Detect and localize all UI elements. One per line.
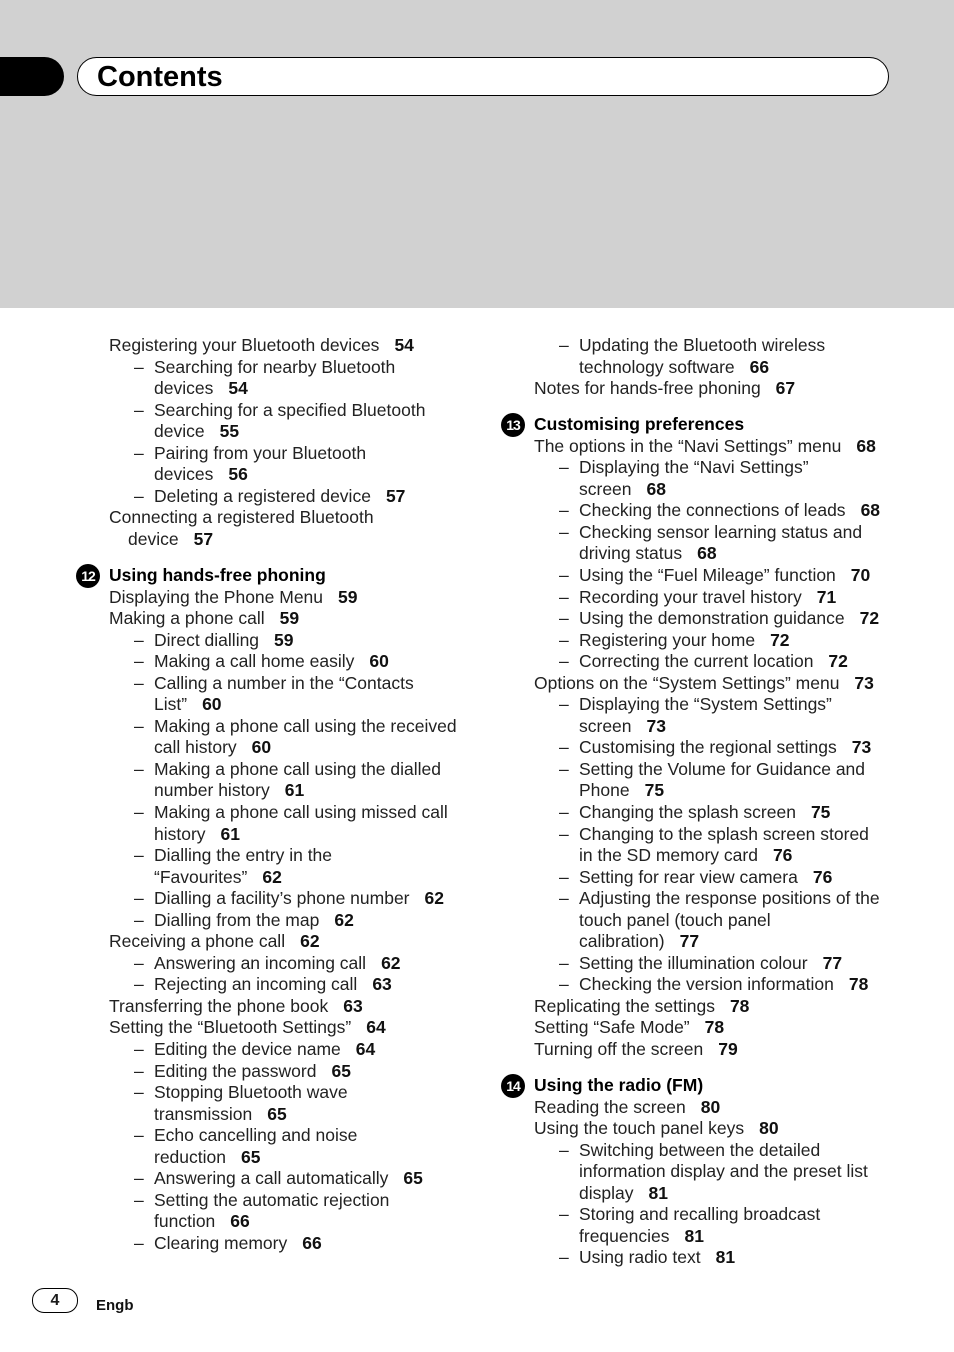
toc-subentry[interactable] <box>76 357 456 379</box>
toc-entry-continuation[interactable] <box>76 421 456 443</box>
toc-entry[interactable] <box>76 608 456 630</box>
toc-subentry[interactable] <box>501 1140 881 1162</box>
toc-entry[interactable] <box>501 1097 881 1119</box>
dash-bullet-icon: – <box>134 801 144 822</box>
entry-text: Correcting the current location <box>579 651 814 672</box>
page-ref: 57 <box>385 485 406 506</box>
toc-entry[interactable] <box>76 931 456 953</box>
page-ref: 80 <box>700 1096 721 1117</box>
entry-text: devices <box>154 378 214 399</box>
entry-text: Checking sensor learning status and <box>579 521 863 542</box>
toc-entry-continuation[interactable] <box>501 910 881 932</box>
entry-text: Searching for nearby Bluetooth <box>154 356 396 377</box>
toc-entry-continuation[interactable] <box>76 529 456 551</box>
page-ref: 61 <box>284 780 305 801</box>
page-ref: 68 <box>697 543 717 564</box>
entry-text: driving status <box>579 543 683 564</box>
dash-bullet-icon: – <box>559 952 569 973</box>
toc-subentry[interactable] <box>76 1082 456 1104</box>
toc-subentry[interactable] <box>76 716 456 738</box>
entry-text: Echo cancelling and noise <box>154 1125 358 1146</box>
entry-text: Storing and recalling broadcast <box>579 1204 821 1225</box>
entry-text: Connecting a registered Bluetooth <box>109 507 374 528</box>
page-ref: 62 <box>381 952 401 973</box>
entry-text: Adjusting the response positions of the <box>579 888 880 909</box>
toc-entry-continuation[interactable] <box>501 1161 881 1183</box>
page-ref: 60 <box>369 651 389 672</box>
page-ref: 68 <box>860 500 881 521</box>
dash-bullet-icon: – <box>559 758 569 779</box>
entry-text: Editing the device name <box>154 1039 341 1059</box>
page-ref: 75 <box>810 801 831 822</box>
toc-subentry[interactable] <box>501 630 881 652</box>
toc-entry-continuation[interactable] <box>76 867 456 889</box>
entry-text: history <box>154 823 206 844</box>
toc-section-heading[interactable] <box>501 1075 881 1097</box>
toc-entry-continuation[interactable] <box>501 357 881 379</box>
toc-entry-continuation[interactable] <box>76 694 456 716</box>
toc-entry-continuation[interactable] <box>501 716 881 738</box>
page-ref: 76 <box>812 866 833 887</box>
dash-bullet-icon: – <box>559 1204 569 1225</box>
toc-subentry[interactable] <box>501 953 881 975</box>
dash-bullet-icon: – <box>134 651 144 672</box>
entry-text: Recording your travel history <box>579 586 802 607</box>
toc-entry[interactable] <box>501 996 881 1018</box>
entry-text: Switching between the detailed <box>579 1139 821 1160</box>
entry-text: reduction <box>154 1146 226 1167</box>
page-ref: 76 <box>772 845 793 866</box>
toc-subentry[interactable] <box>501 867 881 889</box>
toc-subentry[interactable] <box>76 1039 456 1061</box>
toc-subentry[interactable] <box>501 587 881 609</box>
section-title: Using the radio (FM) <box>534 1075 704 1096</box>
dash-bullet-icon: – <box>134 1232 144 1253</box>
toc-entry[interactable] <box>76 507 456 529</box>
dash-bullet-icon: – <box>559 629 569 650</box>
toc-subentry[interactable] <box>501 888 881 910</box>
entry-text: Using the touch panel keys <box>534 1118 745 1139</box>
page-ref: 60 <box>251 737 272 758</box>
entry-text: information display and the preset list <box>579 1161 868 1182</box>
page-ref: 67 <box>775 378 796 399</box>
toc-subentry[interactable] <box>76 1233 456 1255</box>
dash-bullet-icon: – <box>559 1139 569 1160</box>
page-number-badge <box>32 1288 78 1313</box>
dash-bullet-icon: – <box>559 1247 569 1268</box>
toc-subentry[interactable] <box>501 737 881 759</box>
page-ref: 81 <box>648 1182 668 1203</box>
toc-entry-continuation[interactable] <box>501 1183 881 1205</box>
dash-bullet-icon: – <box>134 758 144 779</box>
entry-text: screen <box>579 478 632 499</box>
language-code: Engb <box>96 1297 134 1314</box>
entry-text: Checking the version information <box>579 974 834 995</box>
entry-text: Transferring the phone book <box>109 995 329 1016</box>
toc-subentry[interactable] <box>76 1061 456 1083</box>
entry-text: Editing the password <box>154 1060 317 1081</box>
toc-entry[interactable] <box>501 436 881 458</box>
page-ref: 78 <box>729 995 750 1016</box>
entry-text: screen <box>579 715 632 736</box>
toc-entry[interactable] <box>76 335 456 357</box>
entry-text: Making a phone call <box>109 608 265 629</box>
toc-subentry[interactable] <box>501 335 881 357</box>
dash-bullet-icon: – <box>134 356 144 377</box>
entry-text: Checking the connections of leads <box>579 500 846 521</box>
toc-entry-continuation[interactable] <box>76 378 456 400</box>
entry-text: devices <box>154 464 214 485</box>
toc-subentry[interactable] <box>76 910 456 932</box>
dash-bullet-icon: – <box>134 1082 144 1103</box>
toc-subentry[interactable] <box>76 400 456 422</box>
dash-bullet-icon: – <box>134 399 144 420</box>
page-ref: 73 <box>851 737 872 758</box>
page-title: Contents <box>97 61 223 93</box>
page-ref: 59 <box>338 586 358 607</box>
entry-text: Direct dialling <box>154 629 260 650</box>
dash-bullet-icon: – <box>559 866 569 887</box>
toc-entry-continuation[interactable] <box>76 780 456 802</box>
entry-text: calibration) <box>579 931 665 952</box>
page-ref: 81 <box>684 1225 704 1246</box>
entry-text: Calling a number in the “Contacts <box>154 672 414 693</box>
dash-bullet-icon: – <box>559 500 569 521</box>
entry-text: Setting the Volume for Guidance and <box>579 758 866 779</box>
toc-subentry[interactable] <box>501 802 881 824</box>
toc-left-column <box>76 335 456 1254</box>
toc-entry-continuation[interactable] <box>76 1147 456 1169</box>
page-ref: 75 <box>644 780 665 801</box>
dash-bullet-icon: – <box>134 1189 144 1210</box>
toc-subentry[interactable] <box>76 486 456 508</box>
toc-entry-continuation[interactable] <box>501 931 881 953</box>
dash-bullet-icon: – <box>559 564 569 585</box>
page-ref: 65 <box>331 1060 351 1081</box>
entry-text: Updating the Bluetooth wireless <box>579 335 826 355</box>
page-ref: 65 <box>403 1168 423 1189</box>
dash-bullet-icon: – <box>559 457 569 478</box>
page-number: 4 <box>50 1292 60 1309</box>
toc-entry-continuation[interactable] <box>501 845 881 867</box>
toc-entry-continuation[interactable] <box>501 1226 881 1248</box>
page-ref: 68 <box>646 478 666 499</box>
entry-text: device <box>128 528 179 549</box>
entry-text: Options on the “System Settings” menu <box>534 672 840 693</box>
entry-text: Deleting a registered device <box>154 485 371 506</box>
chapter-number-badge: 14 <box>501 1074 525 1098</box>
dash-bullet-icon: – <box>134 845 144 866</box>
entry-text: Rejecting an incoming call <box>154 974 358 995</box>
dash-bullet-icon: – <box>134 1039 144 1059</box>
toc-subentry[interactable] <box>501 522 881 544</box>
entry-text: Replicating the settings <box>534 995 715 1016</box>
dash-bullet-icon: – <box>134 715 144 736</box>
entry-text: Phone <box>579 780 630 801</box>
page-ref: 64 <box>366 1017 386 1038</box>
dash-bullet-icon: – <box>134 1060 144 1081</box>
dash-bullet-icon: – <box>134 909 144 930</box>
entry-text: Pairing from your Bluetooth <box>154 442 367 463</box>
entry-text: display <box>579 1182 634 1203</box>
entry-text: Setting the automatic rejection <box>154 1189 390 1210</box>
toc-subentry[interactable] <box>501 1247 881 1269</box>
toc-subentry[interactable] <box>501 651 881 673</box>
section-title: Customising preferences <box>534 414 745 435</box>
section-gap <box>501 1061 881 1076</box>
toc-entry[interactable] <box>501 1017 881 1039</box>
toc-section-heading[interactable] <box>76 565 456 587</box>
dash-bullet-icon: – <box>559 801 569 822</box>
page-ref: 77 <box>679 931 700 952</box>
entry-text: Making a call home easily <box>154 651 355 672</box>
page-ref: 59 <box>274 629 294 650</box>
dash-bullet-icon: – <box>134 1168 144 1189</box>
entry-text: List” <box>154 694 188 715</box>
section-title: Using hands-free phoning <box>109 564 326 585</box>
entry-text: Stopping Bluetooth wave <box>154 1082 348 1103</box>
dash-bullet-icon: – <box>559 823 569 844</box>
entry-text: Making a phone call using the dialled <box>154 758 441 779</box>
entry-text: Setting the illumination colour <box>579 952 808 973</box>
entry-text: Displaying the “System Settings” <box>579 694 832 715</box>
toc-subentry[interactable] <box>501 457 881 479</box>
page-ref: 72 <box>859 608 880 629</box>
entry-text: Reading the screen <box>534 1096 686 1117</box>
toc-entry-continuation[interactable] <box>76 824 456 846</box>
entry-text: Receiving a phone call <box>109 931 286 952</box>
page-ref: 55 <box>219 421 240 442</box>
toc-entry[interactable] <box>76 587 456 609</box>
page-ref: 66 <box>302 1232 322 1253</box>
page-ref: 65 <box>267 1103 287 1124</box>
dash-bullet-icon: – <box>134 888 144 909</box>
page-ref: 65 <box>241 1146 261 1167</box>
dash-bullet-icon: – <box>134 629 144 650</box>
page-ref: 73 <box>646 715 666 736</box>
toc-entry-continuation[interactable] <box>501 479 881 501</box>
page-ref: 73 <box>854 672 874 693</box>
dash-bullet-icon: – <box>134 952 144 973</box>
entry-text: Using the “Fuel Mileage” function <box>579 564 836 585</box>
header-band <box>0 0 954 308</box>
entry-text: function <box>154 1211 216 1232</box>
entry-text: Searching for a specified Bluetooth <box>154 399 426 420</box>
page-ref: 72 <box>770 629 790 650</box>
dash-bullet-icon: – <box>134 485 144 506</box>
page-ref: 57 <box>193 528 214 549</box>
entry-text: Setting the “Bluetooth Settings” <box>109 1017 352 1038</box>
page-ref: 62 <box>424 888 444 909</box>
page-ref: 78 <box>848 974 869 995</box>
section-gap <box>501 400 881 415</box>
dash-bullet-icon: – <box>559 694 569 715</box>
page-ref: 72 <box>828 651 848 672</box>
toc-entry-continuation[interactable] <box>501 543 881 565</box>
page-ref: 54 <box>394 335 414 355</box>
page-ref: 64 <box>355 1039 376 1059</box>
toc-subentry[interactable] <box>501 565 881 587</box>
entry-text: device <box>154 421 205 442</box>
toc-entry[interactable] <box>76 1017 456 1039</box>
entry-text: Dialling from the map <box>154 909 320 930</box>
toc-subentry[interactable] <box>501 974 881 996</box>
dash-bullet-icon: – <box>559 974 569 995</box>
entry-text: Changing to the splash screen stored <box>579 823 869 844</box>
toc-entry[interactable] <box>501 1118 881 1140</box>
toc-subentry[interactable] <box>76 888 456 910</box>
toc-entry[interactable] <box>76 996 456 1018</box>
toc-subentry[interactable] <box>76 630 456 652</box>
entry-text: Displaying the Phone Menu <box>109 586 324 607</box>
page-ref: 54 <box>228 378 248 399</box>
toc-right-column <box>501 335 881 1269</box>
chapter-tab <box>0 57 64 96</box>
toc-subentry[interactable] <box>76 1190 456 1212</box>
page-ref: 77 <box>822 952 843 973</box>
page-ref: 68 <box>856 435 876 456</box>
toc-subentry[interactable] <box>76 1125 456 1147</box>
entry-text: Clearing memory <box>154 1232 288 1253</box>
toc-subentry[interactable] <box>76 443 456 465</box>
toc-subentry[interactable] <box>76 651 456 673</box>
entry-text: Using radio text <box>579 1247 701 1268</box>
page-ref: 62 <box>262 866 282 887</box>
page-ref: 81 <box>715 1247 736 1268</box>
toc-section-heading[interactable] <box>501 414 881 436</box>
page-ref: 62 <box>300 931 320 952</box>
dash-bullet-icon: – <box>559 651 569 672</box>
page-ref: 62 <box>334 909 354 930</box>
dash-bullet-icon: – <box>559 888 569 909</box>
toc-entry-continuation[interactable] <box>76 1104 456 1126</box>
toc-subentry[interactable] <box>76 759 456 781</box>
page-ref: 63 <box>343 995 363 1016</box>
toc-subentry[interactable] <box>501 694 881 716</box>
title-bar <box>77 57 889 96</box>
entry-text: Registering your home <box>579 629 756 650</box>
entry-text: Setting for rear view camera <box>579 866 798 887</box>
toc-subentry[interactable] <box>76 1168 456 1190</box>
entry-text: call history <box>154 737 237 758</box>
page-ref: 78 <box>704 1017 725 1038</box>
entry-text: number history <box>154 780 270 801</box>
entry-text: Making a phone call using missed call <box>154 801 448 822</box>
dash-bullet-icon: – <box>134 442 144 463</box>
entry-text: The options in the “Navi Settings” menu <box>534 435 842 456</box>
page-ref: 63 <box>372 974 392 995</box>
toc-subentry[interactable] <box>501 1204 881 1226</box>
page-ref: 59 <box>279 608 300 629</box>
entry-text: Changing the splash screen <box>579 801 796 822</box>
entry-text: touch panel (touch panel <box>579 909 771 930</box>
chapter-number-badge: 13 <box>501 413 525 437</box>
toc-subentry[interactable] <box>501 824 881 846</box>
toc-subentry[interactable] <box>501 500 881 522</box>
toc-subentry[interactable] <box>501 608 881 630</box>
entry-text: technology software <box>579 356 735 377</box>
entry-text: Making a phone call using the received <box>154 715 457 736</box>
toc-entry[interactable] <box>501 378 881 400</box>
entry-text: transmission <box>154 1103 253 1124</box>
page-ref: 80 <box>759 1118 779 1139</box>
toc-entry-continuation[interactable] <box>76 1211 456 1233</box>
dash-bullet-icon: – <box>134 974 144 995</box>
section-gap <box>76 550 456 565</box>
entry-text: Displaying the “Navi Settings” <box>579 457 809 478</box>
entry-text: Dialling a facility’s phone number <box>154 888 410 909</box>
toc-entry-continuation[interactable] <box>76 464 456 486</box>
toc-subentry[interactable] <box>76 974 456 996</box>
entry-text: Registering your Bluetooth devices <box>109 335 380 355</box>
page-ref: 71 <box>816 586 837 607</box>
toc-entry-continuation[interactable] <box>76 737 456 759</box>
entry-text: Setting “Safe Mode” <box>534 1017 690 1038</box>
page-ref: 79 <box>718 1039 738 1059</box>
dash-bullet-icon: – <box>134 1125 144 1146</box>
dash-bullet-icon: – <box>134 672 144 693</box>
entry-text: Using the demonstration guidance <box>579 608 845 629</box>
dash-bullet-icon: – <box>559 737 569 758</box>
toc-subentry[interactable] <box>76 845 456 867</box>
toc-subentry[interactable] <box>76 802 456 824</box>
toc-subentry[interactable] <box>501 759 881 781</box>
toc-entry-continuation[interactable] <box>501 780 881 802</box>
entry-text: Notes for hands-free phoning <box>534 378 761 399</box>
entry-text: frequencies <box>579 1225 670 1246</box>
toc-subentry[interactable] <box>76 953 456 975</box>
entry-text: Answering a call automatically <box>154 1168 389 1189</box>
page-ref: 70 <box>850 564 871 585</box>
entry-text: Answering an incoming call <box>154 952 367 973</box>
entry-text: Turning off the screen <box>534 1039 704 1059</box>
dash-bullet-icon: – <box>559 608 569 629</box>
toc-entry[interactable] <box>501 673 881 695</box>
entry-text: “Favourites” <box>154 866 248 887</box>
dash-bullet-icon: – <box>559 335 569 355</box>
entry-text: Dialling the entry in the <box>154 845 333 866</box>
toc-subentry[interactable] <box>76 673 456 695</box>
page-ref: 66 <box>749 356 770 377</box>
page-ref: 66 <box>230 1211 250 1232</box>
dash-bullet-icon: – <box>559 586 569 607</box>
page-ref: 56 <box>228 464 248 485</box>
entry-text: in the SD memory card <box>579 845 758 866</box>
page-ref: 60 <box>202 694 222 715</box>
dash-bullet-icon: – <box>559 521 569 542</box>
toc-entry[interactable] <box>501 1039 881 1061</box>
page-ref: 61 <box>220 823 241 844</box>
chapter-number-badge: 12 <box>76 564 100 588</box>
entry-text: Customising the regional settings <box>579 737 837 758</box>
